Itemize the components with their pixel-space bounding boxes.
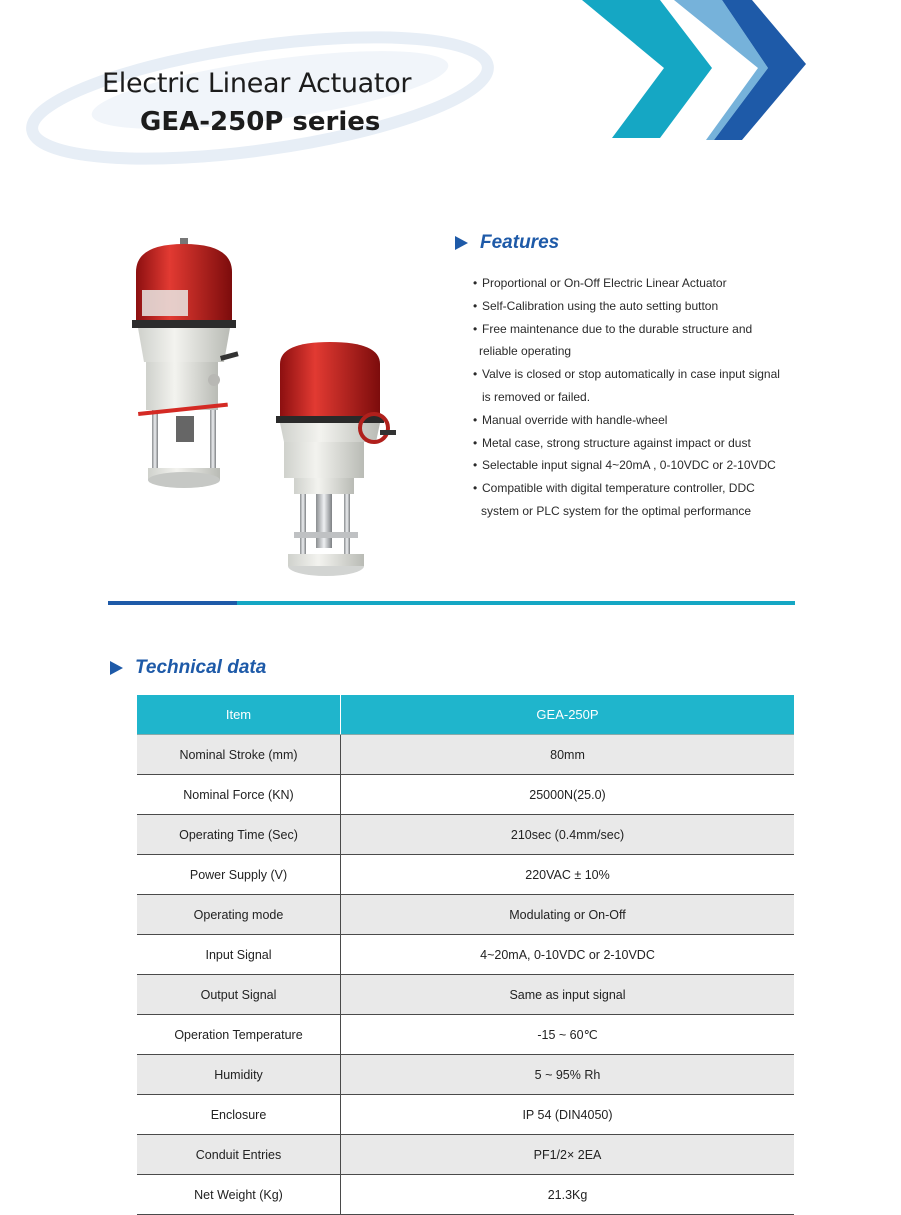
table-row [137, 975, 794, 1015]
row-label: Humidity [137, 1055, 341, 1095]
triangle-bullet-icon [110, 661, 123, 675]
list-item: • Self-Calibration using the auto setting button [473, 298, 719, 313]
document-title [102, 68, 411, 137]
technical-heading [110, 657, 266, 679]
table-row [137, 1135, 794, 1175]
table-row [137, 855, 794, 895]
table-row [137, 1055, 794, 1095]
triangle-bullet-icon [455, 236, 468, 250]
table-row [137, 1095, 794, 1135]
row-label: Nominal Stroke (mm) [137, 735, 341, 775]
list-item-continuation: reliable operating [479, 344, 572, 359]
table-row [137, 895, 794, 935]
row-label: Conduit Entries [137, 1135, 341, 1175]
row-value: 5 ~ 95% Rh [341, 1055, 795, 1095]
list-item: • Valve is closed or stop automatically in case input signal [473, 367, 780, 382]
technical-data-table [137, 695, 794, 1215]
chevron-decoration-icon [582, 0, 822, 140]
list-item: • Proportional or On-Off Electric Linear Actuator [473, 276, 727, 290]
section-divider [108, 601, 795, 605]
list-item-continuation: is removed or failed. [482, 389, 591, 404]
table-row [137, 815, 794, 855]
table-row [137, 1175, 794, 1215]
row-value: 220VAC ± 10% [341, 855, 795, 895]
list-item-continuation: system or PLC system for the optimal performance [481, 503, 752, 518]
title-line-1: Electric Linear Actuator [102, 68, 412, 99]
row-value: -15 ~ 60℃ [341, 1015, 795, 1055]
features-heading [455, 232, 855, 254]
row-label: Power Supply (V) [137, 855, 341, 895]
row-value: 21.3Kg [341, 1175, 795, 1215]
title-line-2: GEA-250P series [140, 107, 381, 137]
table-row [137, 1015, 794, 1055]
row-value: IP 54 (DIN4050) [341, 1095, 795, 1135]
features-title: Features [480, 232, 560, 253]
column-header-item: Item [137, 695, 341, 735]
row-value: Modulating or On-Off [341, 895, 795, 935]
table-row [137, 935, 794, 975]
technical-title: Technical data [135, 657, 267, 678]
features-section [455, 232, 855, 523]
row-value: 4~20mA, 0-10VDC or 2-10VDC [341, 935, 795, 975]
row-label: Input Signal [137, 935, 341, 975]
row-value: 80mm [341, 735, 795, 775]
row-value: PF1/2× 2EA [341, 1135, 795, 1175]
row-label: Operating mode [137, 895, 341, 935]
list-item: • Manual override with handle-wheel [473, 412, 668, 427]
table-row [137, 735, 794, 775]
row-value: 210sec (0.4mm/sec) [341, 815, 795, 855]
list-item: • Metal case, strong structure against impact or dust [473, 435, 751, 450]
features-list [473, 272, 855, 523]
table-header-row [137, 695, 794, 735]
column-header-model: GEA-250P [341, 695, 795, 735]
row-value: Same as input signal [341, 975, 795, 1015]
product-photo [118, 232, 418, 584]
row-label: Net Weight (Kg) [137, 1175, 341, 1215]
row-label: Output Signal [137, 975, 341, 1015]
row-label: Nominal Force (KN) [137, 775, 341, 815]
list-item: • Free maintenance due to the durable structure and [473, 321, 753, 336]
row-label: Enclosure [137, 1095, 341, 1135]
list-item: • Selectable input signal 4~20mA , 0-10VDC or 2-10VDC [473, 458, 776, 473]
row-label: Operation Temperature [137, 1015, 341, 1055]
row-label: Operating Time (Sec) [137, 815, 341, 855]
table-row [137, 775, 794, 815]
row-value: 25000N(25.0) [341, 775, 795, 815]
list-item: • Compatible with digital temperature controller, DDC [473, 481, 755, 496]
